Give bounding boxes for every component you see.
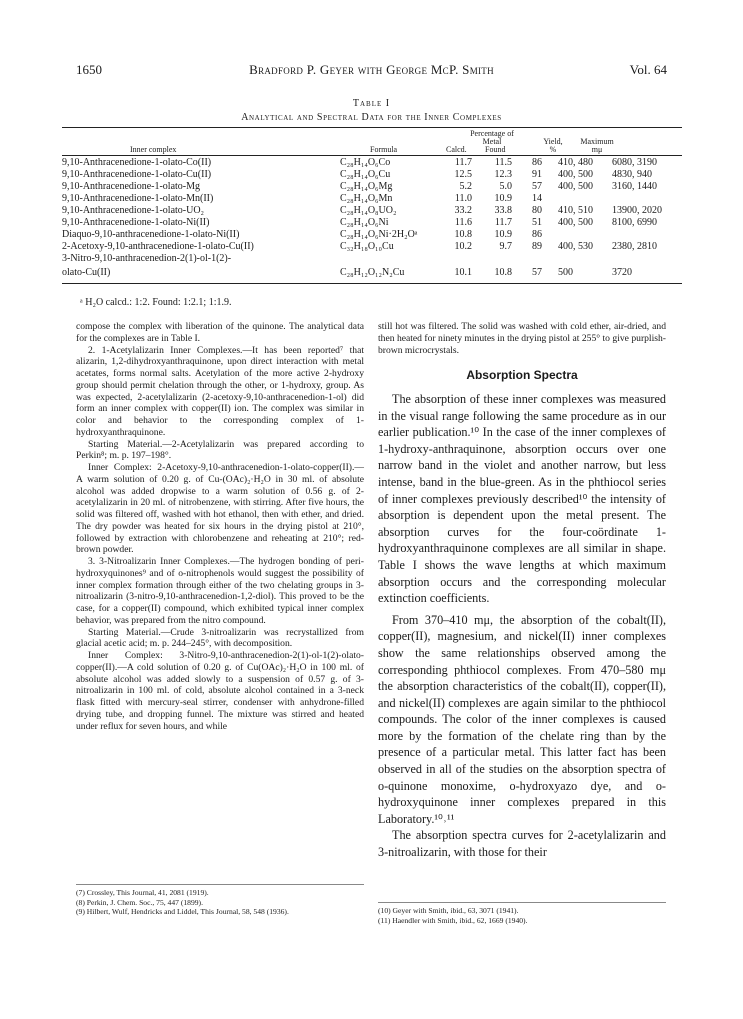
section-heading: Absorption Spectra: [466, 368, 578, 382]
header-inner-complex: Inner complex: [130, 145, 177, 154]
paragraph: Inner Complex: 2-Acetoxy-9,10-anthracenedion-1-olato-copper(II).—A warm solution of 0.20 g. of Cu-(OAc)₂·H₂O in 30 ml. of absolute alcohol was added dropwise to a warm solution of 0.56 g. of 2-acetylalizarin in 20 ml. of nitrobenzene, with stirring. After five hours, the solid was filtered off, washed with hot ethanol, then with ether, and dried. The dry powder was heated for six hours in the drying pistol at 210°, followed by extraction with chlorobenzene and reheating at 210°; red-brown powder.: [76, 462, 364, 556]
cell-extinction: 6080, 3190: [612, 157, 657, 168]
header-found: Found: [485, 145, 506, 154]
table-caption: Analytical and Spectral Data for the Inner Complexes: [241, 112, 502, 123]
cell-found: 10.8: [494, 267, 512, 278]
footnote-rule: [378, 902, 666, 903]
cell-extinction: 3160, 1440: [612, 181, 657, 192]
right-continuation: [378, 321, 666, 356]
cell-formula: C₂₈H₁₄O₆Co: [340, 157, 391, 168]
reference: (11) Haendler with Smith, ibid., 62, 1669 (1940).: [378, 915, 528, 925]
cell-complex: 9,10-Anthracenedione-1-olato-Mg: [62, 181, 201, 192]
cell-maximum: 400, 500: [558, 217, 593, 228]
cell-calcd: 10.2: [454, 241, 472, 252]
volume-label: Vol. 64: [629, 62, 667, 77]
cell-found: 12.3: [494, 169, 512, 180]
cell-calcd: 5.2: [459, 181, 472, 192]
paragraph: still hot was filtered. The solid was washed with cold ether, air-dried, and then heated for ninety minutes in the drying pistol at 255° to give purplish-brown microcrystals.: [378, 321, 666, 356]
cell-found: 9.7: [499, 241, 512, 252]
table-title: Table I: [352, 98, 391, 109]
reference: (9) Hilbert, Wulf, Hendricks and Liddel, This Journal, 58, 548 (1936).: [76, 907, 289, 916]
paragraph: Starting Material.—2-Acetylalizarin was prepared according to Perkin⁸; m. p. 197–198°.: [76, 438, 364, 462]
cell-found: 11.7: [494, 217, 512, 228]
cell-yield: 14: [532, 193, 542, 204]
cell-found: 33.8: [494, 205, 512, 216]
cell-calcd: 10.8: [454, 229, 472, 240]
header-calcd: Calcd.: [446, 145, 467, 154]
footnote-rule: [76, 884, 364, 885]
left-references: [76, 888, 364, 917]
cell-found: 5.0: [499, 181, 512, 192]
cell-complex: 9,10-Anthracenedione-1-olato-UO₂: [62, 205, 205, 216]
cell-extinction: 3720: [612, 267, 632, 278]
reference: (8) Perkin, J. Chem. Soc., 75, 447 (1899).: [76, 897, 203, 907]
cell-complex: Diaquo-9,10-anthracenedione-1-olato-Ni(II): [62, 229, 240, 240]
cell-yield: 57: [532, 267, 542, 278]
table-header-rule: [62, 155, 682, 156]
right-column: [378, 391, 666, 861]
cell-found: 11.5: [494, 157, 512, 168]
cell-extinction: 4830, 940: [612, 169, 652, 180]
cell-maximum: 410, 480: [558, 157, 593, 168]
cell-maximum: 400, 530: [558, 241, 593, 252]
cell-complex-line2: olato-Cu(II): [62, 267, 111, 278]
cell-calcd: 12.5: [454, 169, 472, 180]
cell-formula: C₂₈H₁₄O₆Mn: [340, 193, 393, 204]
header-yield-line2: %: [549, 145, 557, 154]
cell-yield: 91: [532, 169, 542, 180]
cell-maximum: 500: [558, 267, 573, 278]
cell-calcd: 11.6: [454, 217, 472, 228]
table-bottom-rule: [62, 283, 682, 284]
right-references: [378, 906, 666, 925]
cell-calcd: 10.1: [454, 267, 472, 278]
cell-maximum: 400, 500: [558, 181, 593, 192]
cell-complex: 3-Nitro-9,10-anthracenedion-2(1)-ol-1(2)-: [62, 253, 232, 264]
cell-formula: C₂₈H₁₂O₁₂N₂Cu: [340, 267, 405, 278]
cell-maximum: 410, 510: [558, 205, 593, 216]
left-column: [76, 321, 364, 732]
cell-found: 10.9: [494, 229, 512, 240]
cell-formula: C₂₈H₁₄O₆Ni: [340, 217, 389, 228]
cell-calcd: 33.2: [454, 205, 472, 216]
paragraph: The absorption of these inner complexes was measured in the visual range following the same procedure as in our earlier publication.¹⁰ In the case of the inner complexes of 1-hydroxy-anthraquinone, absorption occurs over one narrow band in the violet and another narrow, but less intense, band in the blue-green. As in the phthiocol series of inner complexes previously described¹⁰ the intensity of absorption is dependent upon the metal present. The absorption curves for the four-coördinate 1-hydroxyanthraquinone complexes are all similar in shape. Table I shows the wave lengths at which maximum absorption occurs and the corresponding molecular extinction coefficients.: [378, 392, 666, 606]
cell-formula: C₃₂H₁₈O₁₀Cu: [340, 241, 394, 252]
cell-found: 10.9: [494, 193, 512, 204]
cell-formula: C₂₈H₁₄O₆Ni·2H₂Oᵃ: [340, 229, 418, 240]
cell-calcd: 11.0: [454, 193, 472, 204]
paragraph: From 370–410 mμ, the absorption of the cobalt(II), copper(II), magnesium, and nickel(II) inner complexes show the same relationships observed among the corresponding phthiocol complexes. From 470–580 mμ the absorption characteristics of the cobalt(II), copper(II), and nickel(II) complexes are again similar to the phthiocol compounds. The color of the inner complexes is caused more by the formation of the chelate ring than by the presence of a particular metal. This latter fact has been observed in all of the studies on the absorption spectra of o-quinone monoxime, o-hydroxyazo dye, and o-hydroxyquinone inner complexes prepared in this Laboratory.¹⁰˒¹¹: [378, 612, 666, 826]
cell-extinction: 8100, 6990: [612, 217, 657, 228]
table-top-rule: [62, 127, 682, 128]
cell-yield: 86: [532, 229, 542, 240]
cell-complex: 9,10-Anthracenedione-1-olato-Mn(II): [62, 193, 214, 204]
header-percentage-line1: Percentage of: [470, 129, 514, 138]
paragraph: Inner Complex: 3-Nitro-9,10-anthracenedion-2(1)-ol-1(2)-olato-copper(II).—A cold solution of 0.20 g. of Cu(OAc)₂·H₂O in 100 ml. of absolute alcohol was added slowly to a suspension of 0.57 g. of 3-nitroalizarin in 100 ml. of cold, absolute alcohol contained in a 3-neck flask fitted with mercury-seal stirrer, condenser with anhydrone-filled drying tube, and dropping funnel. The mixture was stirred and heated under reflux for seven hours, and while: [76, 650, 364, 732]
cell-yield: 80: [532, 205, 542, 216]
page-number: 1650: [76, 62, 102, 77]
cell-formula: C₂₈H₁₄O₆Mg: [340, 181, 393, 192]
paragraph: The absorption spectra curves for 2-acetylalizarin and 3-nitroalizarin, with those for their: [378, 828, 666, 860]
cell-complex: 9,10-Anthracenedione-1-olato-Cu(II): [62, 169, 212, 180]
paragraph: 2. 1-Acetylalizarin Inner Complexes.—It has been reported⁷ that alizarin, 1,2-dihydroxyanthraquinone, upon direct interaction with metal acetates, forms normal salts. Acetylation of the more active 2-hydroxy group should permit chelation through the other, or 1-hydroxy, group. As was expected, 2-acetylalizarin (2-acetoxy-9,10-anthracenedion-1-ol) did form an inner complex with copper(II) ion. The complex was similar in color and behavior to the corresponding complex of 1-hydroxyanthraquinone.: [76, 344, 364, 438]
cell-maximum: 400, 500: [558, 169, 593, 180]
header-formula: Formula: [370, 145, 398, 154]
cell-formula: C₂₈H₁₄O₆Cu: [340, 169, 391, 180]
reference: (10) Geyer with Smith, ibid., 63, 3071 (1941).: [378, 906, 519, 915]
cell-complex: 9,10-Anthracenedione-1-olato-Ni(II): [62, 217, 210, 228]
cell-yield: 57: [532, 181, 542, 192]
table-footnote: ᵃ H₂O calcd.: 1:2. Found: 1:2.1; 1:1.9.: [80, 297, 232, 308]
cell-yield: 51: [532, 217, 542, 228]
cell-extinction: 2380, 2810: [612, 241, 657, 252]
cell-extinction: 13900, 2020: [612, 205, 662, 216]
header-maximum-line2: mμ: [591, 145, 603, 154]
paragraph: 3. 3-Nitroalizarin Inner Complexes.—The hydrogen bonding of peri-hydroxyquinones⁹ and of o-nitrophenols would suggest the possibility of inner complex formation through either of the two chelating groups in 3-nitroalizarin (3-nitro-9,10-anthracenedion-1,2-diol). This proved to be the case, for a copper(II) compound, which exhibited typical inner complex behavior, was prepared from the nitro compound.: [76, 556, 364, 626]
header-percentage-line2: Metal: [482, 137, 502, 146]
cell-yield: 86: [532, 157, 542, 168]
cell-yield: 89: [532, 241, 542, 252]
reference: (7) Crossley, This Journal, 41, 2081 (1919).: [76, 888, 209, 897]
cell-formula: C₂₈H₁₄O₈UO₂: [340, 205, 397, 216]
cell-complex: 9,10-Anthracenedione-1-olato-Co(II): [62, 157, 212, 168]
header-maximum-line1: Maximum: [580, 137, 614, 146]
header-yield-line1: Yield,: [543, 137, 563, 146]
paragraph: compose the complex with liberation of the quinone. The analytical data for the complexes are in Table I.: [76, 321, 364, 344]
running-title: Bradford P. Geyer with George McP. Smith: [249, 62, 494, 77]
cell-complex: 2-Acetoxy-9,10-anthracenedione-1-olato-Cu(II): [62, 241, 254, 252]
paragraph: Starting Material.—Crude 3-nitroalizarin was recrystallized from glacial acetic acid; m. p. 244–245°, with decomposition.: [76, 626, 364, 650]
cell-calcd: 11.7: [454, 157, 472, 168]
